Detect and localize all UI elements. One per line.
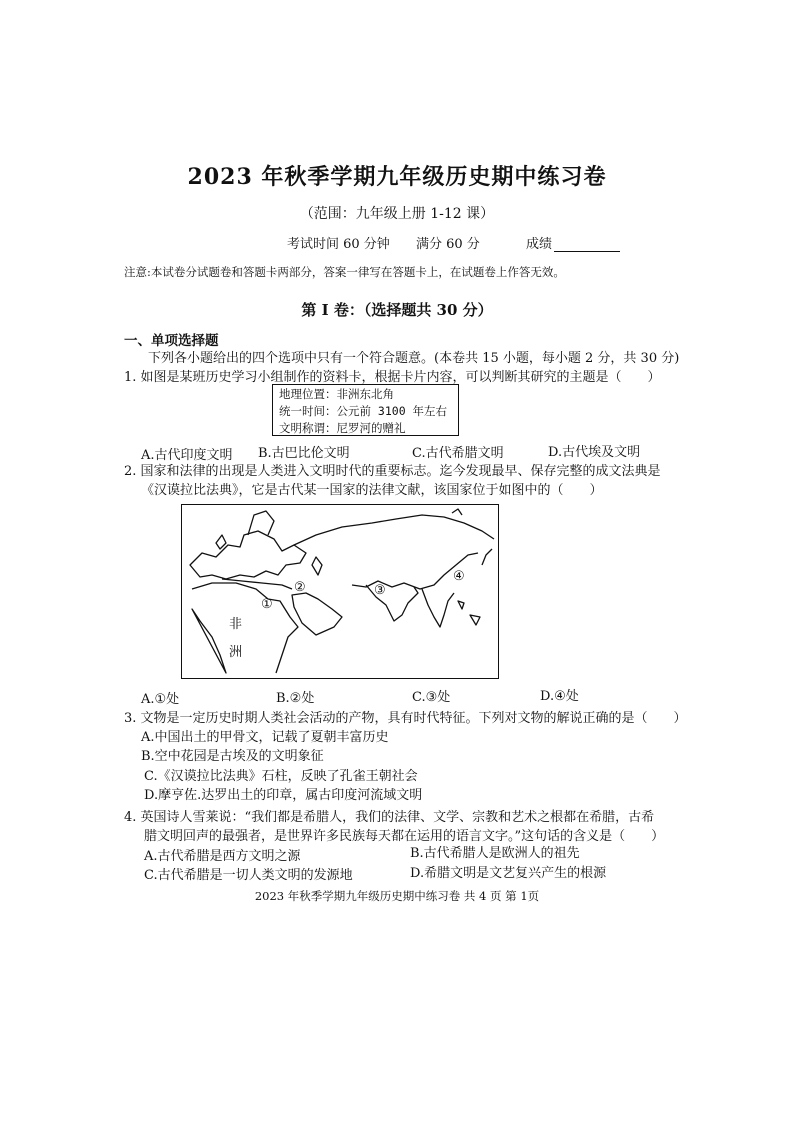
exam-time: 考试时间 60 分钟	[287, 237, 390, 252]
map-marker-4: ④	[453, 569, 465, 584]
map-label-fei: 非	[229, 617, 243, 632]
map-marker-2: ②	[294, 580, 306, 595]
question-2-stem-line1: 2. 国家和法律的出现是人类进入文明时代的重要标志。迄今发现最早、保存完整的成文法典是	[124, 464, 661, 479]
score-label: 成绩	[526, 237, 553, 252]
map-marker-3: ③	[374, 583, 386, 598]
question-4-stem-line2: 腊文明回声的最强者，是世界许多民族每天都在运用的语言文字。”这句话的含义是（ ）	[144, 829, 665, 844]
option-b: B.②处	[276, 691, 315, 706]
option-c: C.《汉谟拉比法典》石柱，反映了孔雀王朝社会	[144, 769, 418, 784]
question-3-stem: 3. 文物是一定历史时期人类社会活动的产物，具有时代特征。下列对文物的解说正确的是（ ）	[124, 711, 687, 726]
option-d: D.④处	[540, 689, 579, 704]
option-a: A.古代印度文明	[141, 448, 233, 463]
option-c: C.③处	[412, 690, 451, 705]
option-b: B.空中花园是古埃及的文明象征	[141, 749, 324, 764]
option-a: A.古代希腊是西方文明之源	[144, 849, 301, 864]
scope-subtitle: （范围：九年级上册 1-12 课）	[299, 206, 495, 222]
page-title: 2023 年秋季学期九年级历史期中练习卷	[187, 164, 607, 190]
map-marker-1: ①	[261, 597, 273, 612]
score-blank	[554, 239, 620, 252]
card-line: 统一时间：公元前 3100 年左右	[279, 404, 448, 418]
part-title: 一、单项选择题	[124, 333, 219, 349]
full-score: 满分 60 分	[416, 237, 480, 252]
option-c: C.古代希腊文明	[412, 446, 504, 461]
section-title: 第 I 卷：（选择题共 30 分）	[301, 301, 493, 319]
question-1-stem: 1. 如图是某班历史学习小组制作的资料卡，根据卡片内容，可以判断其研究的主题是（ ）	[124, 370, 661, 385]
option-a: A.中国出土的甲骨文，记载了夏朝丰富历史	[141, 730, 389, 745]
info-card	[272, 384, 459, 436]
option-d: D.古代埃及文明	[548, 445, 641, 460]
page-footer: 2023 年秋季学期九年级历史期中练习卷 共 4 页 第 1页	[254, 889, 540, 903]
question-2-stem-line2: 《汉谟拉比法典》，它是古代某一国家的法律文献，该国家位于如图中的（ ）	[141, 483, 603, 498]
world-map	[181, 504, 499, 679]
question-4-stem-line1: 4. 英国诗人雪莱说：“我们都是希腊人，我们的法律、文学、宗教和艺术之根都在希腊，古希	[124, 810, 655, 825]
option-b: B.古代希腊人是欧洲人的祖先	[410, 846, 580, 861]
notice: 注意:本试卷分试题卷和答题卡两部分，答案一律写在答题卡上，在试题卷上作答无效。	[124, 265, 565, 279]
card-line: 文明称谓：尼罗河的赠礼	[279, 421, 406, 435]
map-label-zhou: 洲	[229, 645, 243, 660]
option-a: A.①处	[141, 692, 180, 707]
score-field	[526, 233, 620, 252]
option-d: D.希腊文明是文艺复兴产生的根源	[410, 866, 607, 881]
card-line: 地理位置：非洲东北角	[279, 387, 394, 401]
option-c: C.古代希腊是一切人类文明的发源地	[144, 868, 353, 883]
part-instruction: 下列各小题给出的四个选项中只有一个符合题意。(本卷共 15 小题，每小题 2 分，共 30 分)	[148, 351, 680, 366]
option-d: D.摩亨佐.达罗出土的印章，属古印度河流域文明	[144, 788, 423, 803]
option-b: B.古巴比伦文明	[258, 446, 350, 461]
